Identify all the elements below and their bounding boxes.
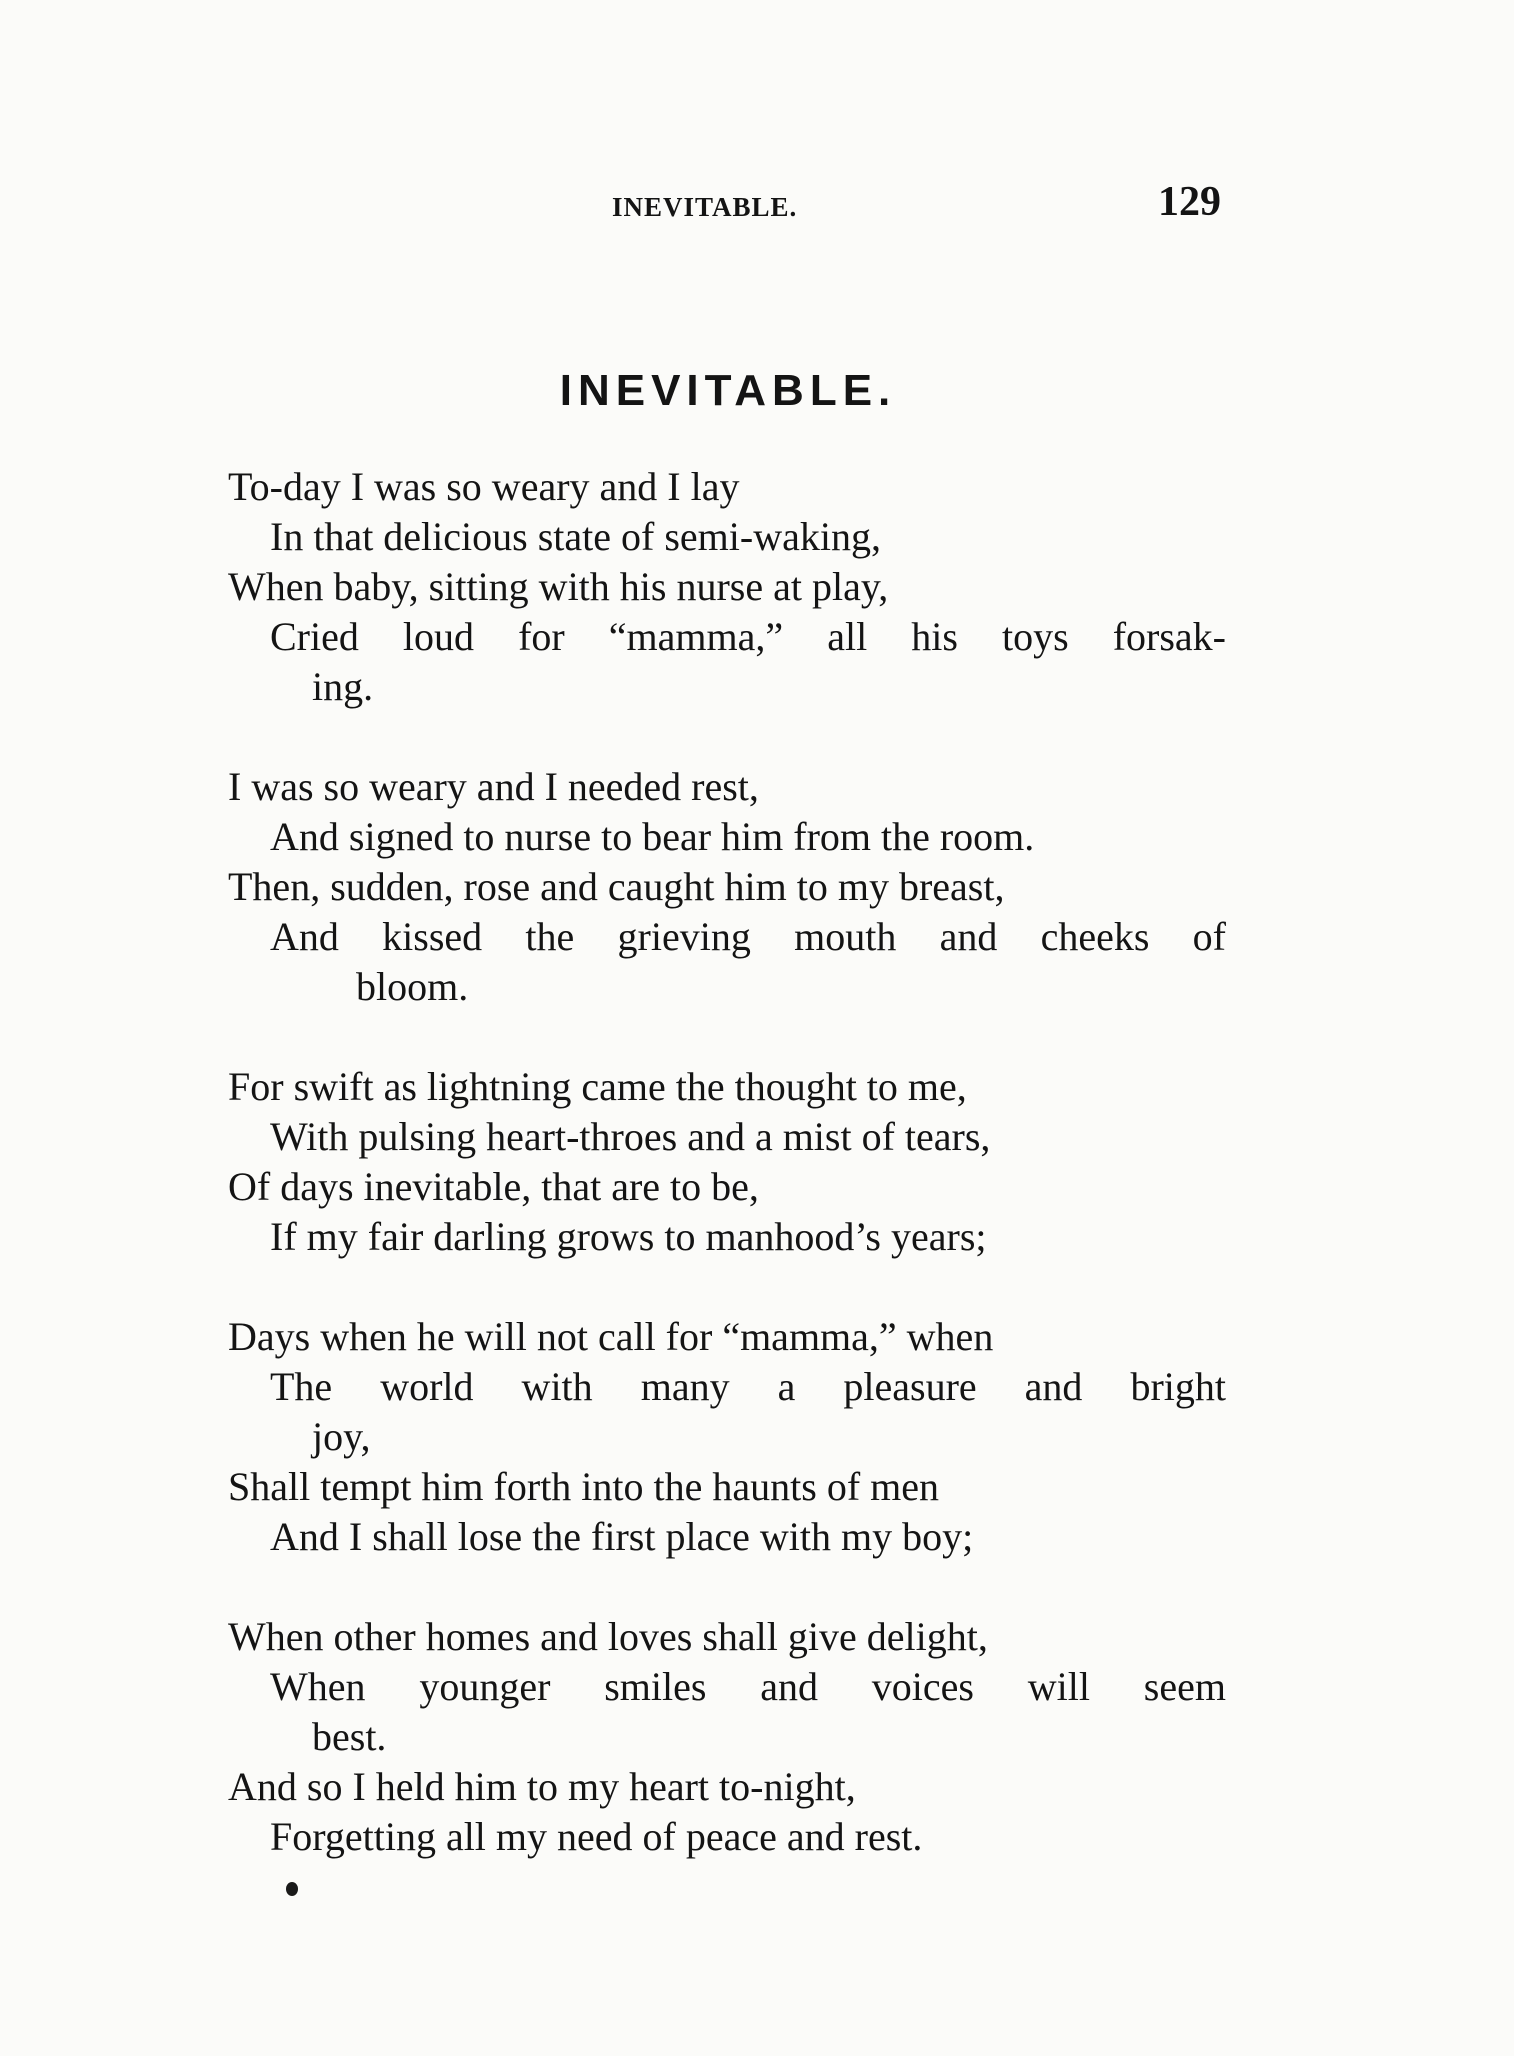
- poem-line: I was so weary and I needed rest,: [228, 764, 759, 809]
- running-header: [0, 178, 1514, 238]
- poem-line: When baby, sitting with his nurse at play,: [228, 564, 889, 609]
- poem-line: For swift as lightning came the thought to me,: [228, 1064, 967, 1109]
- poem-line: The world with many a pleasure and bright: [270, 1364, 1226, 1409]
- poem-line: And so I held him to my heart to-night,: [228, 1764, 856, 1809]
- poem-line: Forgetting all my need of peace and rest.: [270, 1814, 923, 1859]
- poem-line: joy,: [312, 1414, 371, 1459]
- page-number: 129: [1158, 179, 1221, 225]
- poem-title: INEVITABLE.: [559, 366, 897, 415]
- stanza-3: [228, 1062, 1228, 1262]
- poem-line: To-day I was so weary and I lay: [228, 464, 740, 509]
- poem-line: Shall tempt him forth into the haunts of men: [228, 1464, 940, 1509]
- poem-line: And kissed the grieving mouth and cheeks of: [270, 914, 1226, 959]
- stanza-2: [228, 762, 1228, 1012]
- poem-line: best.: [312, 1714, 387, 1759]
- end-ornament-dot: [286, 1882, 298, 1896]
- poem-line: And signed to nurse to bear him from the room.: [270, 814, 1035, 859]
- poem-line: Then, sudden, rose and caught him to my breast,: [228, 864, 1005, 909]
- poem-line: If my fair darling grows to manhood’s years;: [270, 1214, 987, 1259]
- poem-line: Of days inevitable, that are to be,: [228, 1164, 759, 1209]
- stanza-5: [228, 1612, 1228, 1862]
- stanza-1: [228, 462, 1228, 712]
- poem-line: When other homes and loves shall give delight,: [228, 1614, 988, 1659]
- poem-line: bloom.: [356, 964, 469, 1009]
- poem-line: Cried loud for “mamma,” all his toys forsak-: [270, 614, 1226, 659]
- poem-line: And I shall lose the first place with my boy;: [270, 1514, 974, 1559]
- poem-line: In that delicious state of semi-waking,: [270, 514, 881, 559]
- poem-line: ing.: [312, 664, 374, 709]
- stanza-4: [228, 1312, 1228, 1562]
- poem-line: With pulsing heart-throes and a mist of tears,: [270, 1114, 991, 1159]
- poem-line: When younger smiles and voices will seem: [270, 1664, 1226, 1709]
- running-title: INEVITABLE.: [612, 192, 798, 222]
- poem-line: Days when he will not call for “mamma,” when: [228, 1314, 994, 1359]
